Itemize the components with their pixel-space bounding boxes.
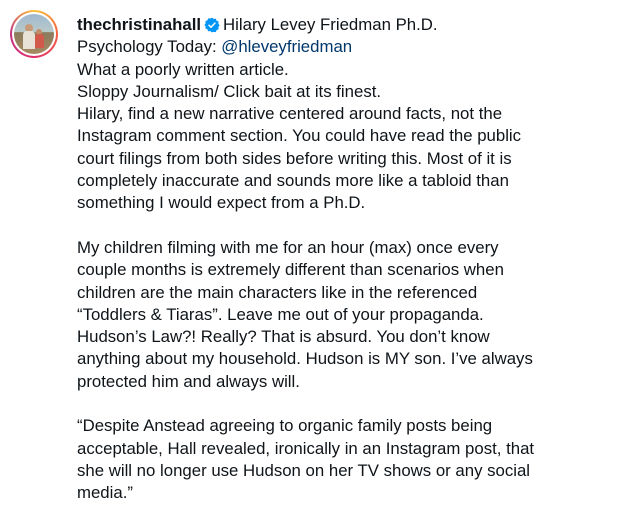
mention-link[interactable]: @hleveyfriedman [221,37,353,57]
caption-line: “Despite Anstead agreeing to organic family posts being [77,416,493,436]
caption-line: Sloppy Journalism/ Click bait at its finest. [77,81,382,101]
caption-line: Instagram comment section. You could have read the public [77,126,522,146]
caption-line: court filings from both sides before writing this. Most of it is [77,148,512,168]
username-link[interactable]: thechristinahall [77,15,202,34]
caption-paragraph-3 [77,415,607,504]
avatar[interactable] [14,14,54,54]
tagged-name: Hilary Levey Friedman Ph.D. [223,15,438,34]
caption-line: Hudson’s Law?! Really? That is absurd. You don’t know [77,327,490,347]
caption-line: couple months is extremely different than scenarios when [77,260,504,280]
caption-paragraph-2 [77,237,607,393]
caption-line: she will no longer use Hudson on her TV shows or any social [77,460,531,480]
caption-line: My children filming with me for an hour (max) once every [77,237,499,257]
caption-line: children are the main characters like in the referenced [77,282,478,302]
caption-line: What a poorly written article. [77,59,289,79]
caption-line: anything about my household. Hudson is MY son. I’ve always [77,349,533,369]
caption-header [77,14,607,36]
post-caption [77,14,607,505]
caption-line: protected him and always will. [77,371,300,391]
avatar-story-ring[interactable] [10,10,58,58]
caption-line-2: Psychology Today: @hleveyfriedman [77,37,353,57]
caption-line: acceptable, Hall revealed, ironically in an Instagram post, that [77,438,535,458]
caption-line: completely inaccurate and sounds more like a tabloid than [77,171,509,191]
verified-badge-icon [204,17,220,33]
caption-paragraph-1 [77,59,607,215]
caption-line: “Toddlers & Tiaras”. Leave me out of your propaganda. [77,304,484,324]
caption-line: something I would expect from a Ph.D. [77,193,366,213]
caption-line: Hilary, find a new narrative centered around facts, not the [77,104,503,124]
caption-line: media.” [77,483,133,503]
avatar-border [12,12,56,56]
